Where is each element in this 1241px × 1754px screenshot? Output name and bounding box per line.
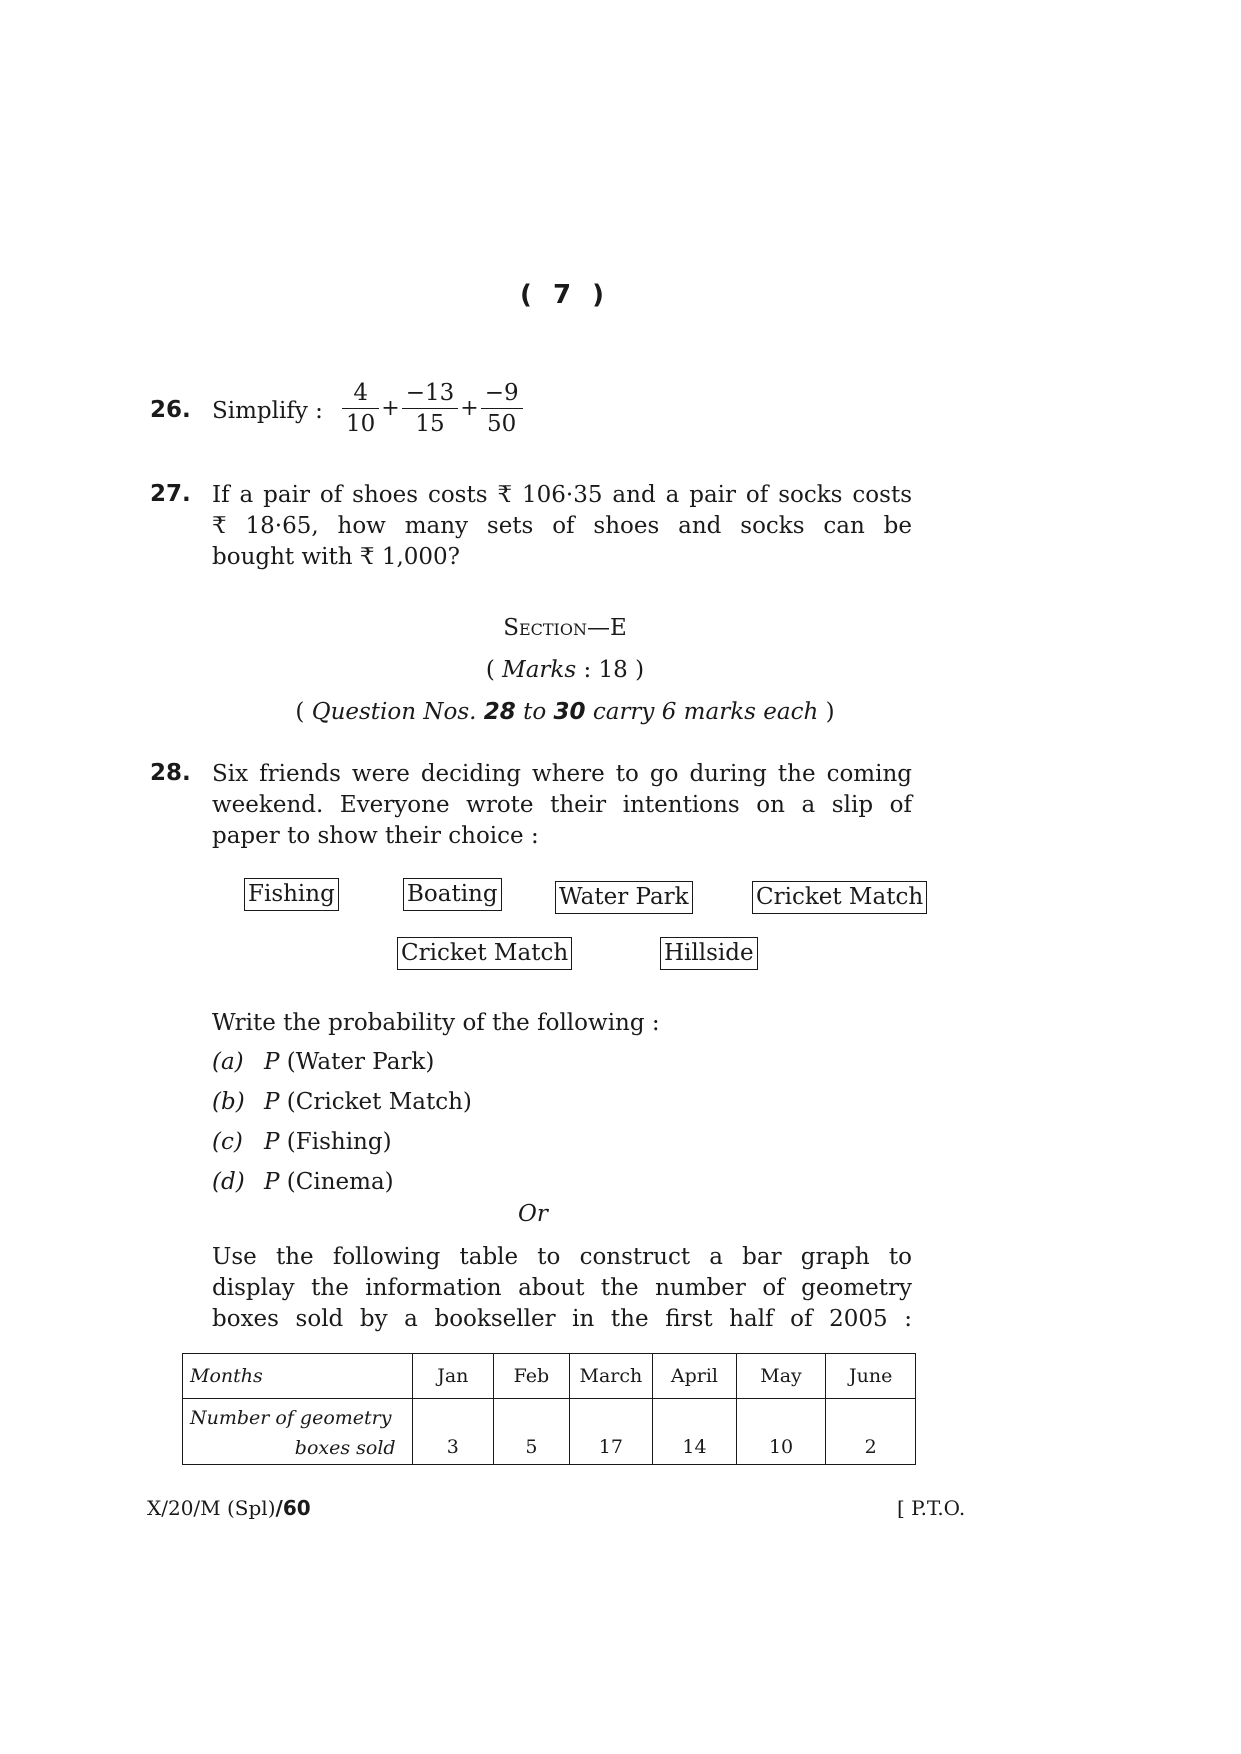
part-b-text: (Cricket Match) bbox=[286, 1089, 472, 1115]
part-d-text: (Cinema) bbox=[286, 1169, 394, 1195]
table-value: 3 bbox=[412, 1399, 494, 1465]
question-28-line-2: weekend. Everyone wrote their intentions on a slip of bbox=[212, 792, 912, 818]
carry-close-paren: ) bbox=[825, 699, 835, 725]
alternative-line-2: display the information about the number of geometry bbox=[212, 1275, 912, 1301]
fraction-3 bbox=[481, 378, 523, 439]
table-values-row bbox=[183, 1399, 916, 1465]
table-value: 5 bbox=[494, 1399, 570, 1465]
section-marks bbox=[0, 655, 1130, 686]
plus-sign: + bbox=[460, 396, 479, 421]
fraction-2 bbox=[402, 378, 459, 439]
part-a-text: (Water Park) bbox=[286, 1049, 435, 1075]
table-value: 10 bbox=[736, 1399, 826, 1465]
page-number: ( 7 ) bbox=[520, 280, 610, 310]
carry-to: 30 bbox=[553, 699, 586, 725]
question-number-28: 28. bbox=[150, 760, 191, 786]
footer-code-bold: /60 bbox=[275, 1496, 311, 1520]
marks-label: Marks bbox=[502, 657, 577, 683]
question-27-line-1: If a pair of shoes costs ₹ 106·35 and a pair of socks costs bbox=[212, 482, 912, 508]
fraction-1-numerator: 4 bbox=[342, 378, 379, 409]
table-value: 17 bbox=[569, 1399, 653, 1465]
plus-sign: + bbox=[381, 396, 400, 421]
slip-boating: Boating bbox=[403, 878, 502, 911]
table-month: Feb bbox=[494, 1354, 570, 1399]
probability-instruction: Write the probability of the following : bbox=[212, 1010, 660, 1036]
marks-value: : 18 ) bbox=[583, 657, 645, 683]
carry-open-paren: ( bbox=[295, 699, 305, 725]
slip-water-park: Water Park bbox=[555, 881, 693, 914]
fraction-3-denominator: 50 bbox=[487, 411, 517, 437]
part-b bbox=[212, 1087, 472, 1118]
question-28-body bbox=[212, 759, 912, 852]
question-27-line-3: bought with ₹ 1,000? bbox=[212, 544, 461, 570]
fraction-1 bbox=[342, 378, 379, 439]
geometry-boxes-table bbox=[182, 1353, 916, 1465]
table-month: April bbox=[653, 1354, 737, 1399]
part-c-p: P bbox=[264, 1129, 280, 1155]
part-c-text: (Fishing) bbox=[286, 1129, 392, 1155]
question-28-line-3: paper to show their choice : bbox=[212, 823, 539, 849]
part-d bbox=[212, 1167, 394, 1198]
table-row-label-line-1: Number of geometry bbox=[190, 1406, 392, 1429]
fraction-2-denominator: 15 bbox=[415, 411, 445, 437]
part-b-label: (b) bbox=[212, 1089, 245, 1115]
part-a bbox=[212, 1047, 434, 1078]
alternative-line-1: Use the following table to construct a bar graph to bbox=[212, 1244, 912, 1270]
alternative-question-body bbox=[212, 1242, 912, 1335]
question-number-27: 27. bbox=[150, 481, 191, 507]
footer-code-text: X/20/M (Spl) bbox=[147, 1496, 276, 1520]
table-month: June bbox=[826, 1354, 916, 1399]
question-26-expression bbox=[342, 378, 523, 439]
fraction-2-numerator: −13 bbox=[402, 378, 459, 409]
part-a-p: P bbox=[264, 1049, 280, 1075]
slip-fishing: Fishing bbox=[244, 878, 339, 911]
part-b-p: P bbox=[264, 1089, 280, 1115]
question-27-line-2: ₹ 18·65, how many sets of shoes and socks can be bbox=[212, 513, 912, 539]
section-carry-note bbox=[0, 697, 1130, 728]
question-26-text: Simplify : bbox=[212, 398, 323, 424]
carry-tail: carry 6 marks each bbox=[592, 699, 819, 725]
fraction-1-denominator: 10 bbox=[346, 411, 376, 437]
or-separator: Or bbox=[518, 1201, 548, 1227]
question-number-26: 26. bbox=[150, 397, 191, 423]
alternative-line-3: boxes sold by a bookseller in the first half of 2005 : bbox=[212, 1306, 912, 1332]
section-title: Section—E bbox=[503, 615, 627, 641]
table-row-label-line-2: boxes sold bbox=[294, 1436, 396, 1459]
part-c bbox=[212, 1127, 392, 1158]
table-header-label: Months bbox=[183, 1354, 413, 1399]
carry-from: 28 bbox=[483, 699, 516, 725]
part-c-label: (c) bbox=[212, 1129, 243, 1155]
question-27-body bbox=[212, 480, 912, 573]
table-value: 2 bbox=[826, 1399, 916, 1465]
slip-cricket-match: Cricket Match bbox=[397, 937, 572, 970]
carry-to-word: to bbox=[523, 699, 547, 725]
part-d-label: (d) bbox=[212, 1169, 245, 1195]
marks-open-paren: ( bbox=[485, 657, 495, 683]
footer-code bbox=[147, 1496, 311, 1520]
table-month: Jan bbox=[412, 1354, 494, 1399]
slip-cricket-match: Cricket Match bbox=[752, 881, 927, 914]
table-month: May bbox=[736, 1354, 826, 1399]
fraction-3-numerator: −9 bbox=[481, 378, 523, 409]
table-value: 14 bbox=[653, 1399, 737, 1465]
question-28-line-1: Six friends were deciding where to go during the coming bbox=[212, 761, 912, 787]
slip-hillside: Hillside bbox=[660, 937, 758, 970]
carry-label: Question Nos. bbox=[311, 699, 477, 725]
footer-pto: [ P.T.O. bbox=[897, 1496, 966, 1520]
table-header-row bbox=[183, 1354, 916, 1399]
part-a-label: (a) bbox=[212, 1049, 244, 1075]
table-row-label bbox=[183, 1399, 413, 1465]
table-month: March bbox=[569, 1354, 653, 1399]
part-d-p: P bbox=[264, 1169, 280, 1195]
